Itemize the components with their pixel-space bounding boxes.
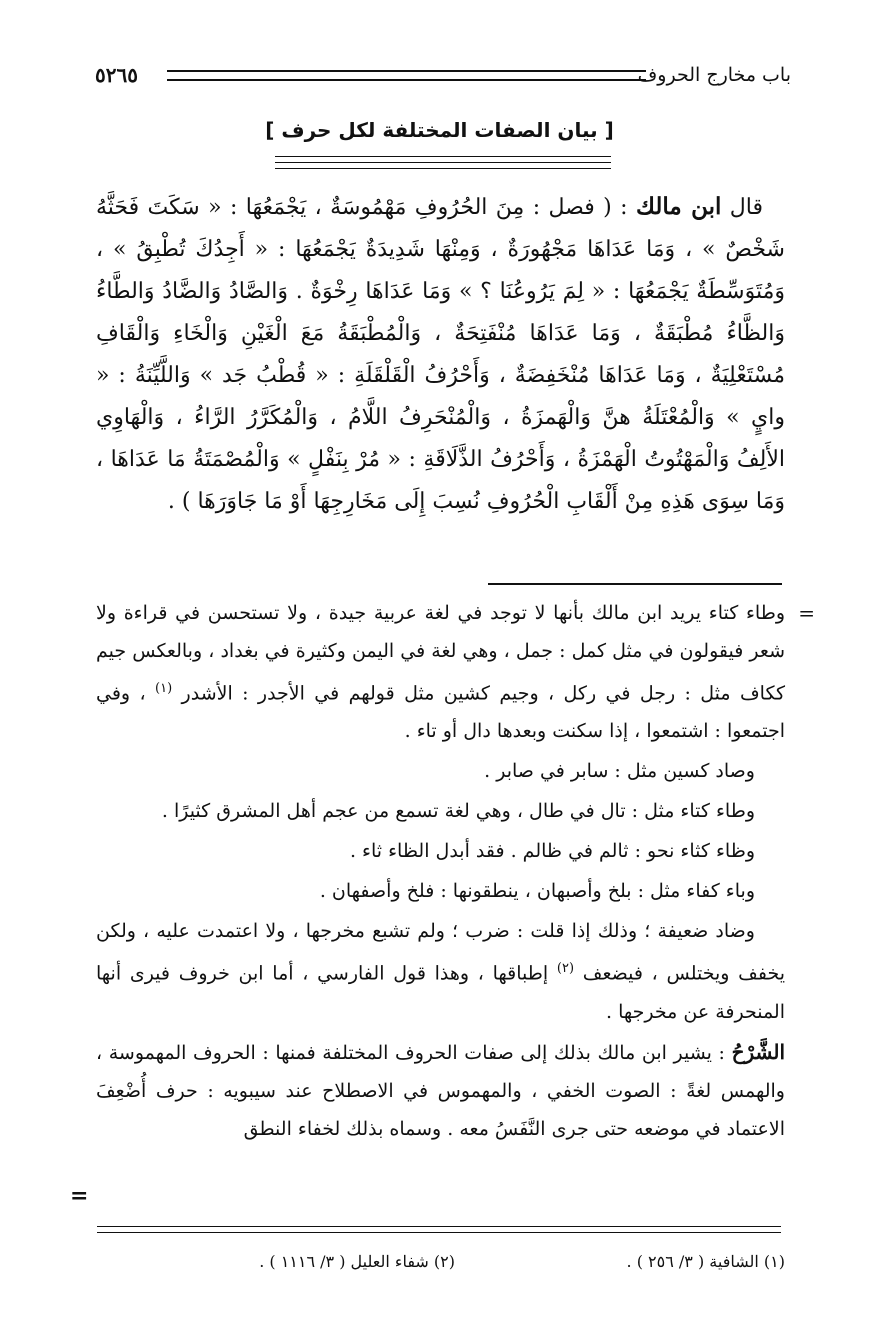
footnotes — [96, 1248, 785, 1278]
separator-rule — [488, 583, 782, 585]
header-rule — [167, 70, 646, 81]
note-paragraph: وظاء كثاء نحو : ثالم في ظالم . فقد أبدل الظاء ثاء . — [349, 840, 755, 863]
sharh-label: الشَّرْحُ — [731, 1039, 785, 1064]
page-header — [95, 60, 791, 94]
matn-paragraph — [96, 186, 785, 523]
note-paragraph: وطاء كتاء يريد ابن مالك بأنها لا توجد في لغة عربية جيدة ، ولا تستحسن في قراءة ولا شعر فيقولون في مثل كمل : جمل ، وهي لغة في اليمن وكثيرة في بغداد ، وبالعكس جيم ككاف مثل : رجل في ركل ، وجيم كشين مثل قولهم في الأجدر : الأشدر $^{(١)}$ ، وفي اجتمعوا : اشتمعوا ، إذا سكنت وبعدها دال أو تاء . — [96, 602, 785, 743]
speaker-name: ابن مالك — [635, 193, 722, 220]
footnote-2: (٢) شفاء العليل ( ٣/ ١١١٦ ) . — [259, 1252, 455, 1271]
matn-text — [96, 186, 785, 523]
matn-intro: قال — [729, 195, 764, 220]
running-title: باب مخارج الحروف — [637, 64, 791, 86]
heading-rules — [275, 156, 611, 174]
footnote-1: (١) الشافية ( ٣/ ٢٥٦ ) . — [626, 1252, 785, 1271]
note-paragraph: وباء كفاء مثل : بلخ وأصبهان ، ينطقونها : فلخ وأصفهان . — [319, 880, 755, 903]
matn-body: : ( فصل : مِنَ الحُرُوفِ مَهْمُوسَةٌ ، يَجْمَعُهَا : « سَكَتَ فَحَثَّهُ شَخْصٌ » ، وَمَا عَدَاهَا مَجْهُورَةٌ ، وَمِنْهَا شَدِيدَةٌ يَجْمَعُهَا : « أَجِدُكَ تُطْبِقُ » ، وَمُتَوَسِّطَةٌ يَجْمَعُهَا : « لِمَ يَرُوعُنَا ؟ » وَمَا عَدَاهَا رِخْوَةٌ . وَالصَّادُ وَالضَّادُ وَالطَّاءُ وَالظَّاءُ مُطْبَقَةٌ ، وَمَا عَدَاهَا مُنْفَتِحَةٌ ، وَالْمُطْبَقَةُ مَعَ الْغَيْنِ وَالْخَاءِ وَالْقَافِ مُسْتَعْلِيَةٌ ، وَمَا عَدَاهَا مُنْخَفِضَةٌ ، وَأَحْرُفُ الْقَلْقَلَةِ : « قُطْبُ جَد » وَاللَّيِّنَةُ : « وايٍ » وَالْمُعْتَلَةُ هنَّ وَالْهَمزَةُ ، وَالْمُنْحَرِفُ اللَّامُ ، وَالْمُكَرَّرُ الرَّاءُ ، وَالْهَاوِي الأَلِفُ وَالْمَهْتُوتُ الْهَمْزَةُ ، وَأَحْرُفُ الذَّلَاقَةِ : « مُرْ بِنَفْلٍ » وَالْمُصْمَتَةُ مَا عَدَاهَا ، وَمَا سِوَى هَذِهِ مِنْ أَلْقَابِ الْحُرُوفِ نُسِبَ إِلَى مَخَارِجِهَا أَوْ مَا جَاوَرَهَا ) . — [96, 195, 785, 514]
page-number: ٥٢٦٥ — [95, 63, 138, 87]
section-heading: [ بيان الصفات المختلفة لكل حرف ] — [265, 118, 614, 142]
sharh-paragraph: الشَّرْحُ : يشير ابن مالك بذلك إلى صفات الحروف المختلفة فمنها : الحروف المهموسة ، والهمس لغةً : الصوت الخفي ، والمهموس في الاصطلاح عند سيبويه : حرف أُضْعِفَ الاعتماد في موضعه حتى جرى النَّفَسُ معه . وسماه بذلك لخفاء النطق — [96, 1039, 785, 1140]
continuation-mark-end: = — [70, 1183, 89, 1209]
note-paragraph: وطاء كتاء مثل : تال في طال ، وهي لغة تسمع من عجم أهل المشرق كثيرًا . — [161, 800, 755, 823]
footnote-rules — [97, 1226, 781, 1238]
footnote-ref: (١) — [155, 681, 173, 696]
note-paragraph: وصاد كسين مثل : سابر في صابر . — [484, 760, 755, 783]
continuation-mark: = — [798, 601, 815, 625]
note-paragraph: وضاد ضعيفة ؛ وذلك إذا قلت : ضرب ؛ ولم تشبع مخرجها ، ولا اعتمدت عليه ، ولكن يخفف ويختلس ، فيضعف $^{(٢)}$ إطباقها ، وهذا قول الفارسي ، أما ابن خروف فيرى أنها المنحرفة عن مخرجها . — [96, 920, 785, 1023]
commentary — [96, 594, 815, 1150]
footnote-ref: (٢) — [556, 961, 575, 977]
